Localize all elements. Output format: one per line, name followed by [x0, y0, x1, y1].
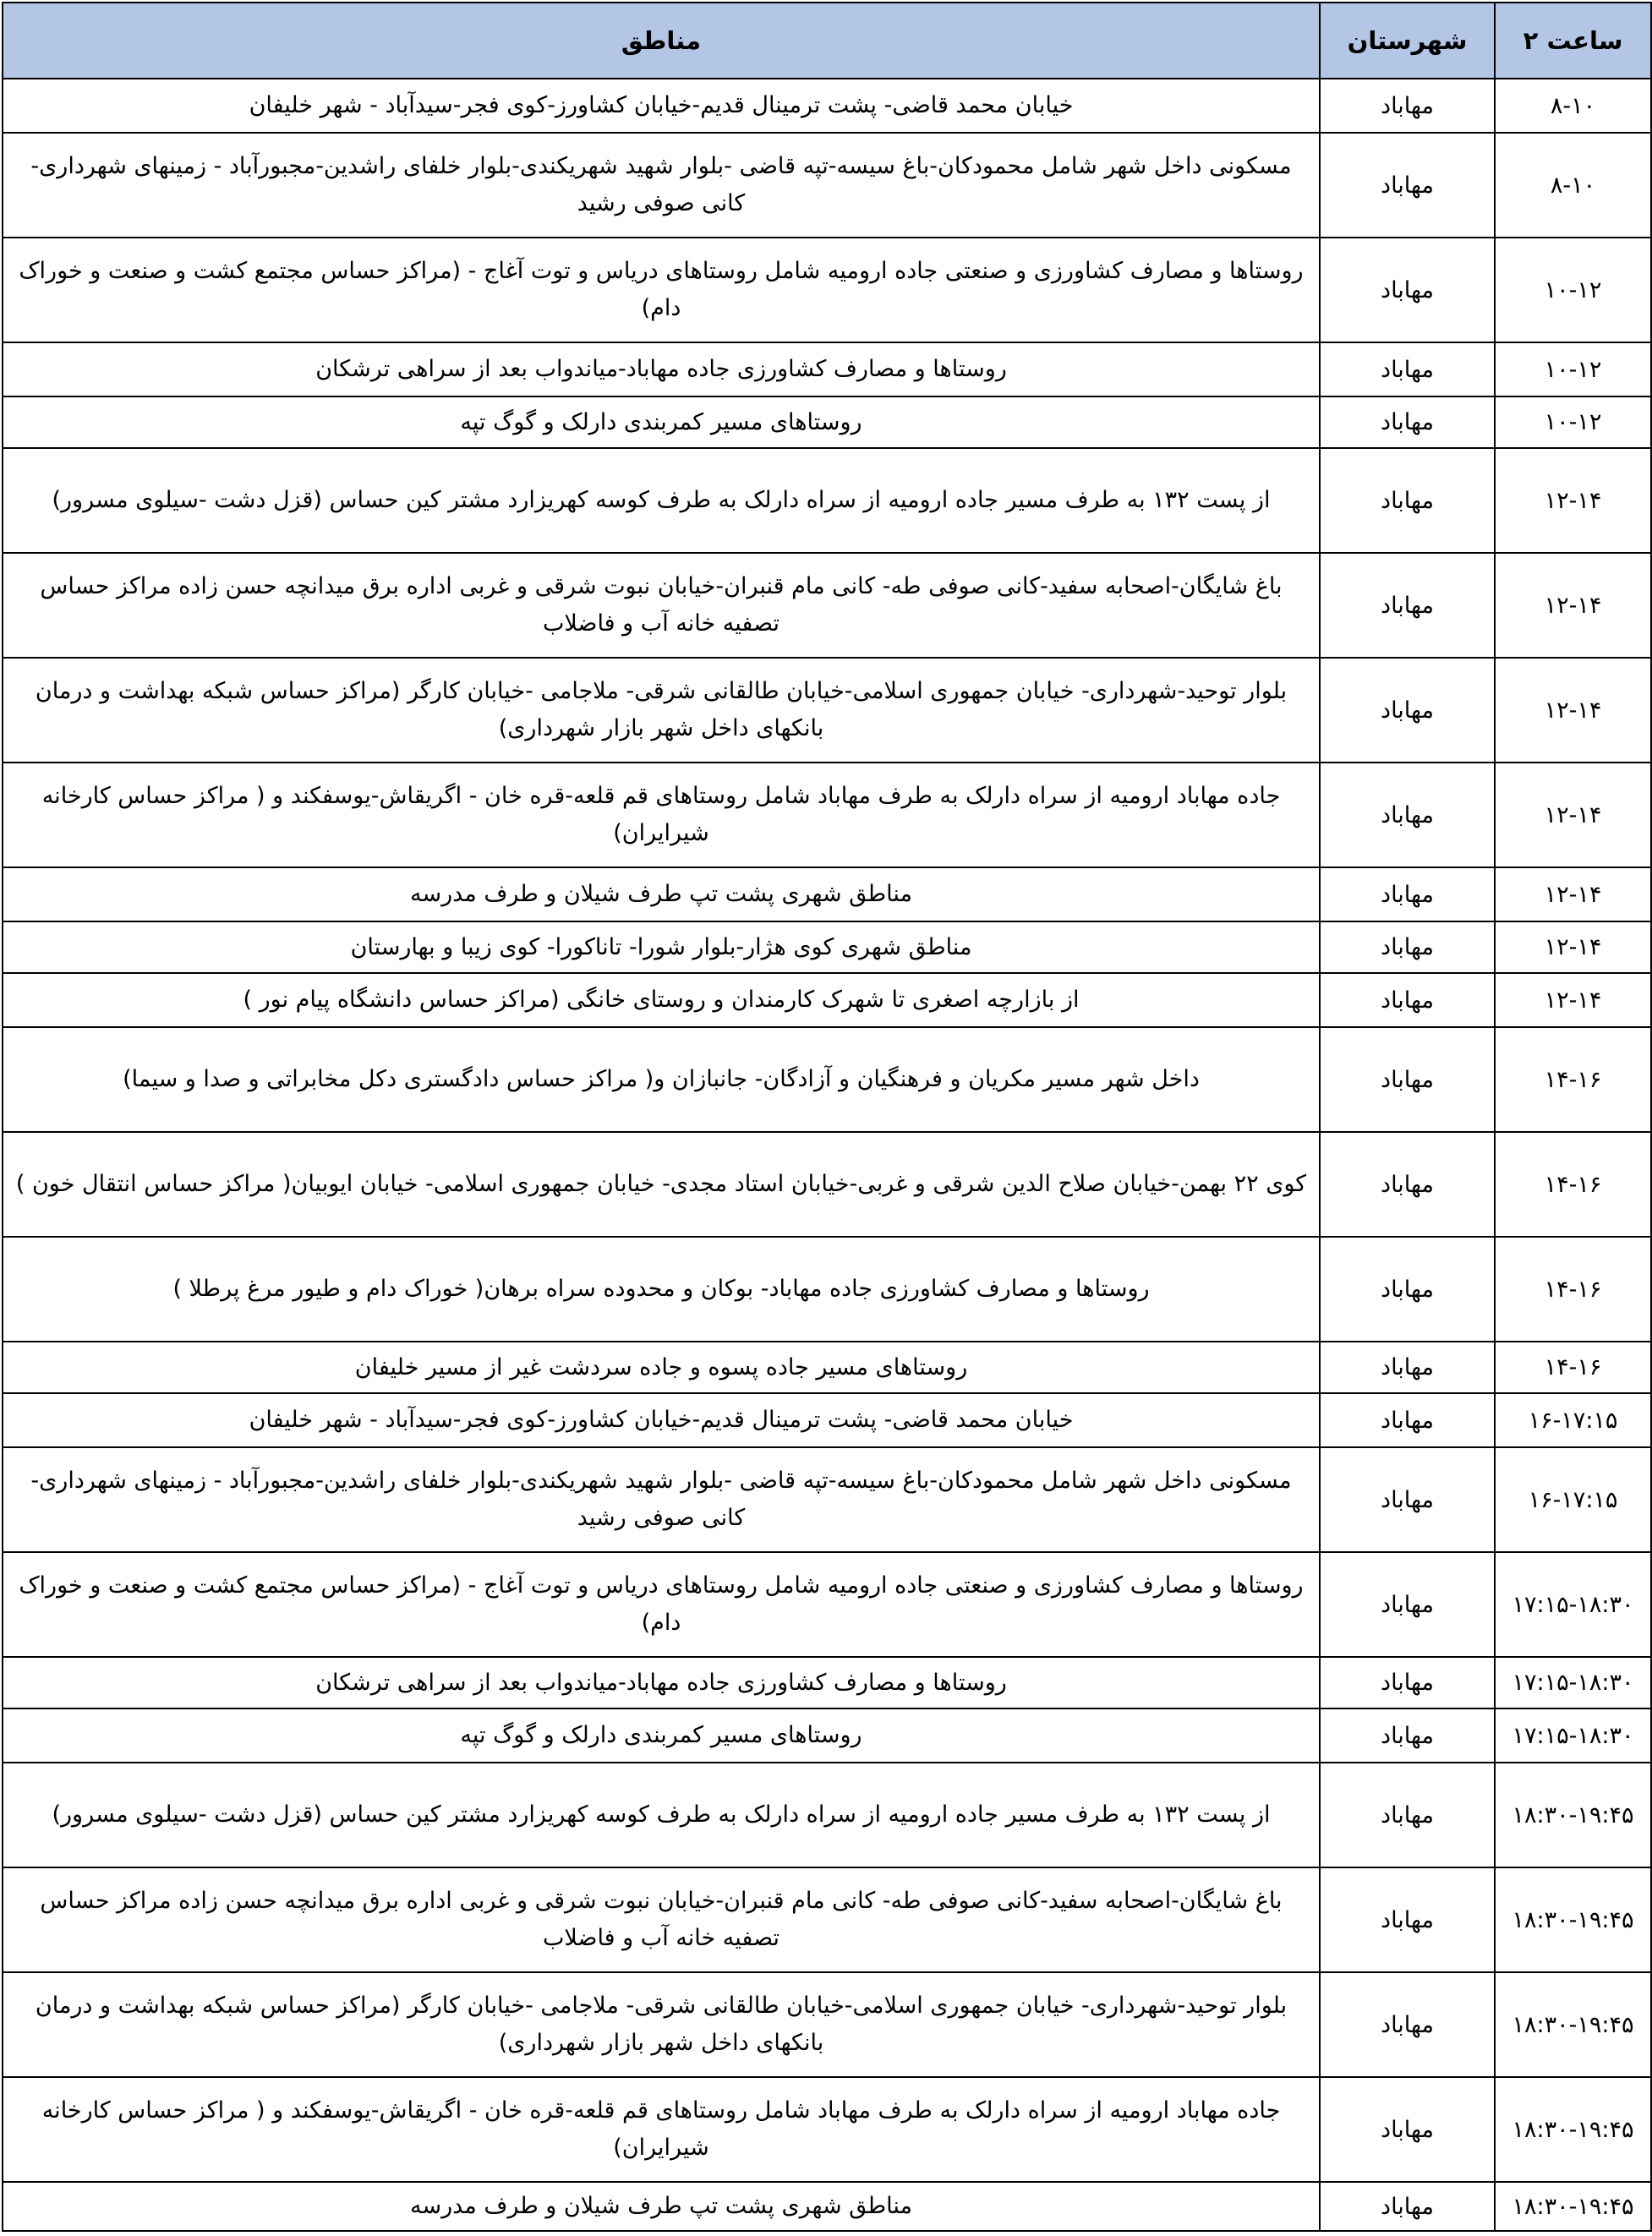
time-cell: ۱۴-۱۶: [1495, 1132, 1651, 1237]
time-cell: ۱۶-۱۷:۱۵: [1495, 1393, 1651, 1447]
city-cell: مهاباد: [1320, 1708, 1495, 1763]
city-cell: مهاباد: [1320, 1027, 1495, 1132]
table-row: [3, 1237, 1651, 1342]
time-cell: ۸-۱۰: [1495, 79, 1651, 133]
table-row: [3, 1132, 1651, 1237]
table-row: [3, 1342, 1651, 1393]
time-cell: ۱۲-۱۴: [1495, 973, 1651, 1027]
areas-cell: داخل شهر مسیر مکریان و فرهنگیان و آزادگان- جانبازان و( مراکز حساس دادگستری دکل مخابراتی و صدا و سیما): [3, 1027, 1320, 1132]
time-cell: ۱۴-۱۶: [1495, 1237, 1651, 1342]
time-cell: ۱۰-۱۲: [1495, 342, 1651, 396]
areas-cell: جاده مهاباد ارومیه از سراه دارلک به طرف مهاباد شامل روستاهای قم قلعه-قره خان - اگریقاش-یوسفکند و ( مراکز حساس کارخانه شیرایران): [3, 763, 1320, 867]
areas-cell: روستاها و مصارف کشاورزی جاده مهاباد- بوکان و محدوده سراه برهان( خوراک دام و طیور مرغ پرطلا ): [3, 1237, 1320, 1342]
table-row: [3, 1393, 1651, 1447]
areas-cell: مناطق شهری کوی هژار-بلوار شورا- تاناکورا- کوی زیبا و بهارستان: [3, 921, 1320, 973]
table-row: [3, 1708, 1651, 1763]
table-row: [3, 867, 1651, 921]
table-row: [3, 1972, 1651, 2077]
areas-cell: باغ شایگان-اصحابه سفید-کانی صوفی طه- کانی مام قنبران-خیابان نبوت شرقی و غربی اداره برق میدانچه حسن زاده مراکز حساس تصفیه خانه آب و فاضلاب: [3, 1867, 1320, 1972]
areas-cell: از پست ۱۳۲ به طرف مسیر جاده ارومیه از سراه دارلک به طرف کوسه کهریزارد مشتر کین حساس (قزل دشت -سیلوی مسرور): [3, 448, 1320, 553]
time-cell: ۱۲-۱۴: [1495, 921, 1651, 973]
city-cell: مهاباد: [1320, 133, 1495, 238]
table-row: [3, 396, 1651, 448]
table-row: [3, 658, 1651, 763]
areas-cell: روستاها و مصارف کشاورزی و صنعتی جاده ارومیه شامل روستاهای دریاس و توت آغاج - (مراکز حساس مجتمع کشت و صنعت و خوراک دام): [3, 238, 1320, 342]
city-cell: مهاباد: [1320, 2182, 1495, 2231]
city-cell: مهاباد: [1320, 1763, 1495, 1867]
city-cell: مهاباد: [1320, 1342, 1495, 1393]
table-row: [3, 553, 1651, 658]
city-cell: مهاباد: [1320, 1867, 1495, 1972]
time-cell: ۱۷:۱۵-۱۸:۳۰: [1495, 1708, 1651, 1763]
areas-cell: مناطق شهری پشت تپ طرف شیلان و طرف مدرسه: [3, 867, 1320, 921]
city-cell: مهاباد: [1320, 396, 1495, 448]
city-cell: مهاباد: [1320, 553, 1495, 658]
table-row: [3, 763, 1651, 867]
areas-cell: روستاهای مسیر جاده پسوه و جاده سردشت غیر از مسیر خلیفان: [3, 1342, 1320, 1393]
time-cell: ۱۸:۳۰-۱۹:۴۵: [1495, 2182, 1651, 2231]
areas-cell: از بازارچه اصغری تا شهرک کارمندان و روستای خانگی (مراکز حساس دانشگاه پیام نور ): [3, 973, 1320, 1027]
time-cell: ۱۸:۳۰-۱۹:۴۵: [1495, 1972, 1651, 2077]
areas-cell: روستاها و مصارف کشاورزی و صنعتی جاده ارومیه شامل روستاهای دریاس و توت آغاج - (مراکز حساس مجتمع کشت و صنعت و خوراک دام): [3, 1552, 1320, 1657]
table-row: [3, 79, 1651, 133]
table-row: [3, 342, 1651, 396]
time-cell: ۱۲-۱۴: [1495, 448, 1651, 553]
city-cell: مهاباد: [1320, 238, 1495, 342]
city-cell: مهاباد: [1320, 1552, 1495, 1657]
time-cell: ۱۲-۱۴: [1495, 553, 1651, 658]
time-cell: ۱۲-۱۴: [1495, 867, 1651, 921]
time-cell: ۱۸:۳۰-۱۹:۴۵: [1495, 1763, 1651, 1867]
table-body: [3, 79, 1651, 2231]
table-row: [3, 2077, 1651, 2182]
areas-cell: مسکونی داخل شهر شامل محمودکان-باغ سیسه-تپه قاضی -بلوار شهید شهریکندی-بلوار خلفای راشدین-مجبورآباد - زمینهای شهرداری- کانی صوفی رشید: [3, 133, 1320, 238]
table-row: [3, 1867, 1651, 1972]
areas-cell: روستاهای مسیر کمربندی دارلک و گوگ تپه: [3, 396, 1320, 448]
table-row: [3, 973, 1651, 1027]
areas-cell: از پست ۱۳۲ به طرف مسیر جاده ارومیه از سراه دارلک به طرف کوسه کهریزارد مشتر کین حساس (قزل دشت -سیلوی مسرور): [3, 1763, 1320, 1867]
areas-cell: روستاها و مصارف کشاورزی جاده مهاباد-میاندواب بعد از سراهی ترشکان: [3, 342, 1320, 396]
header-city: شهرستان: [1320, 3, 1495, 79]
time-cell: ۱۷:۱۵-۱۸:۳۰: [1495, 1657, 1651, 1708]
table-row: [3, 2182, 1651, 2231]
areas-cell: روستاها و مصارف کشاورزی جاده مهاباد-میاندواب بعد از سراهی ترشکان: [3, 1657, 1320, 1708]
areas-cell: بلوار توحید-شهرداری- خیابان جمهوری اسلامی-خیابان طالقانی شرقی- ملاجامی -خیابان کارگر (مراکز حساس شبکه بهداشت و درمان بانکهای داخل شهر بازار شهرداری): [3, 658, 1320, 763]
city-cell: مهاباد: [1320, 1447, 1495, 1552]
city-cell: مهاباد: [1320, 973, 1495, 1027]
areas-cell: خیابان محمد قاضی- پشت ترمینال قدیم-خیابان کشاورز-کوی فجر-سیدآباد - شهر خلیفان: [3, 79, 1320, 133]
city-cell: مهاباد: [1320, 1657, 1495, 1708]
time-cell: ۱۰-۱۲: [1495, 396, 1651, 448]
city-cell: مهاباد: [1320, 1237, 1495, 1342]
time-cell: ۱۴-۱۶: [1495, 1027, 1651, 1132]
city-cell: مهاباد: [1320, 1972, 1495, 2077]
time-cell: ۱۸:۳۰-۱۹:۴۵: [1495, 2077, 1651, 2182]
areas-cell: خیابان محمد قاضی- پشت ترمینال قدیم-خیابان کشاورز-کوی فجر-سیدآباد - شهر خلیفان: [3, 1393, 1320, 1447]
city-cell: مهاباد: [1320, 921, 1495, 973]
table-row: [3, 238, 1651, 342]
areas-cell: مسکونی داخل شهر شامل محمودکان-باغ سیسه-تپه قاضی -بلوار شهید شهریکندی-بلوار خلفای راشدین-مجبورآباد - زمینهای شهرداری- کانی صوفی رشید: [3, 1447, 1320, 1552]
table-row: [3, 133, 1651, 238]
header-time: ساعت ۲: [1495, 3, 1651, 79]
table-row: [3, 1027, 1651, 1132]
time-cell: ۱۸:۳۰-۱۹:۴۵: [1495, 1867, 1651, 1972]
time-cell: ۸-۱۰: [1495, 133, 1651, 238]
time-cell: ۱۷:۱۵-۱۸:۳۰: [1495, 1552, 1651, 1657]
areas-cell: کوی ۲۲ بهمن-خیابان صلاح الدین شرقی و غربی-خیابان استاد مجدی- خیابان جمهوری اسلامی- خیابان ایوبیان( مراکز حساس انتقال خون ): [3, 1132, 1320, 1237]
table-row: [3, 1657, 1651, 1708]
table-row: [3, 1447, 1651, 1552]
table-row: [3, 1763, 1651, 1867]
header-areas: مناطق: [3, 3, 1320, 79]
areas-cell: روستاهای مسیر کمربندی دارلک و گوگ تپه: [3, 1708, 1320, 1763]
time-cell: ۱۲-۱۴: [1495, 763, 1651, 867]
areas-cell: مناطق شهری پشت تپ طرف شیلان و طرف مدرسه: [3, 2182, 1320, 2231]
time-cell: ۱۰-۱۲: [1495, 238, 1651, 342]
header-row: [3, 3, 1651, 79]
city-cell: مهاباد: [1320, 2077, 1495, 2182]
table-row: [3, 448, 1651, 553]
schedule-table: [2, 2, 1652, 2232]
city-cell: مهاباد: [1320, 1132, 1495, 1237]
time-cell: ۱۴-۱۶: [1495, 1342, 1651, 1393]
city-cell: مهاباد: [1320, 79, 1495, 133]
table-row: [3, 1552, 1651, 1657]
city-cell: مهاباد: [1320, 763, 1495, 867]
time-cell: ۱۶-۱۷:۱۵: [1495, 1447, 1651, 1552]
city-cell: مهاباد: [1320, 448, 1495, 553]
city-cell: مهاباد: [1320, 1393, 1495, 1447]
areas-cell: باغ شایگان-اصحابه سفید-کانی صوفی طه- کانی مام قنبران-خیابان نبوت شرقی و غربی اداره برق میدانچه حسن زاده مراکز حساس تصفیه خانه آب و فاضلاب: [3, 553, 1320, 658]
table-row: [3, 921, 1651, 973]
city-cell: مهاباد: [1320, 658, 1495, 763]
time-cell: ۱۲-۱۴: [1495, 658, 1651, 763]
areas-cell: بلوار توحید-شهرداری- خیابان جمهوری اسلامی-خیابان طالقانی شرقی- ملاجامی -خیابان کارگر (مراکز حساس شبکه بهداشت و درمان بانکهای داخل شهر بازار شهرداری): [3, 1972, 1320, 2077]
city-cell: مهاباد: [1320, 867, 1495, 921]
city-cell: مهاباد: [1320, 342, 1495, 396]
areas-cell: جاده مهاباد ارومیه از سراه دارلک به طرف مهاباد شامل روستاهای قم قلعه-قره خان - اگریقاش-یوسفکند و ( مراکز حساس کارخانه شیرایران): [3, 2077, 1320, 2182]
